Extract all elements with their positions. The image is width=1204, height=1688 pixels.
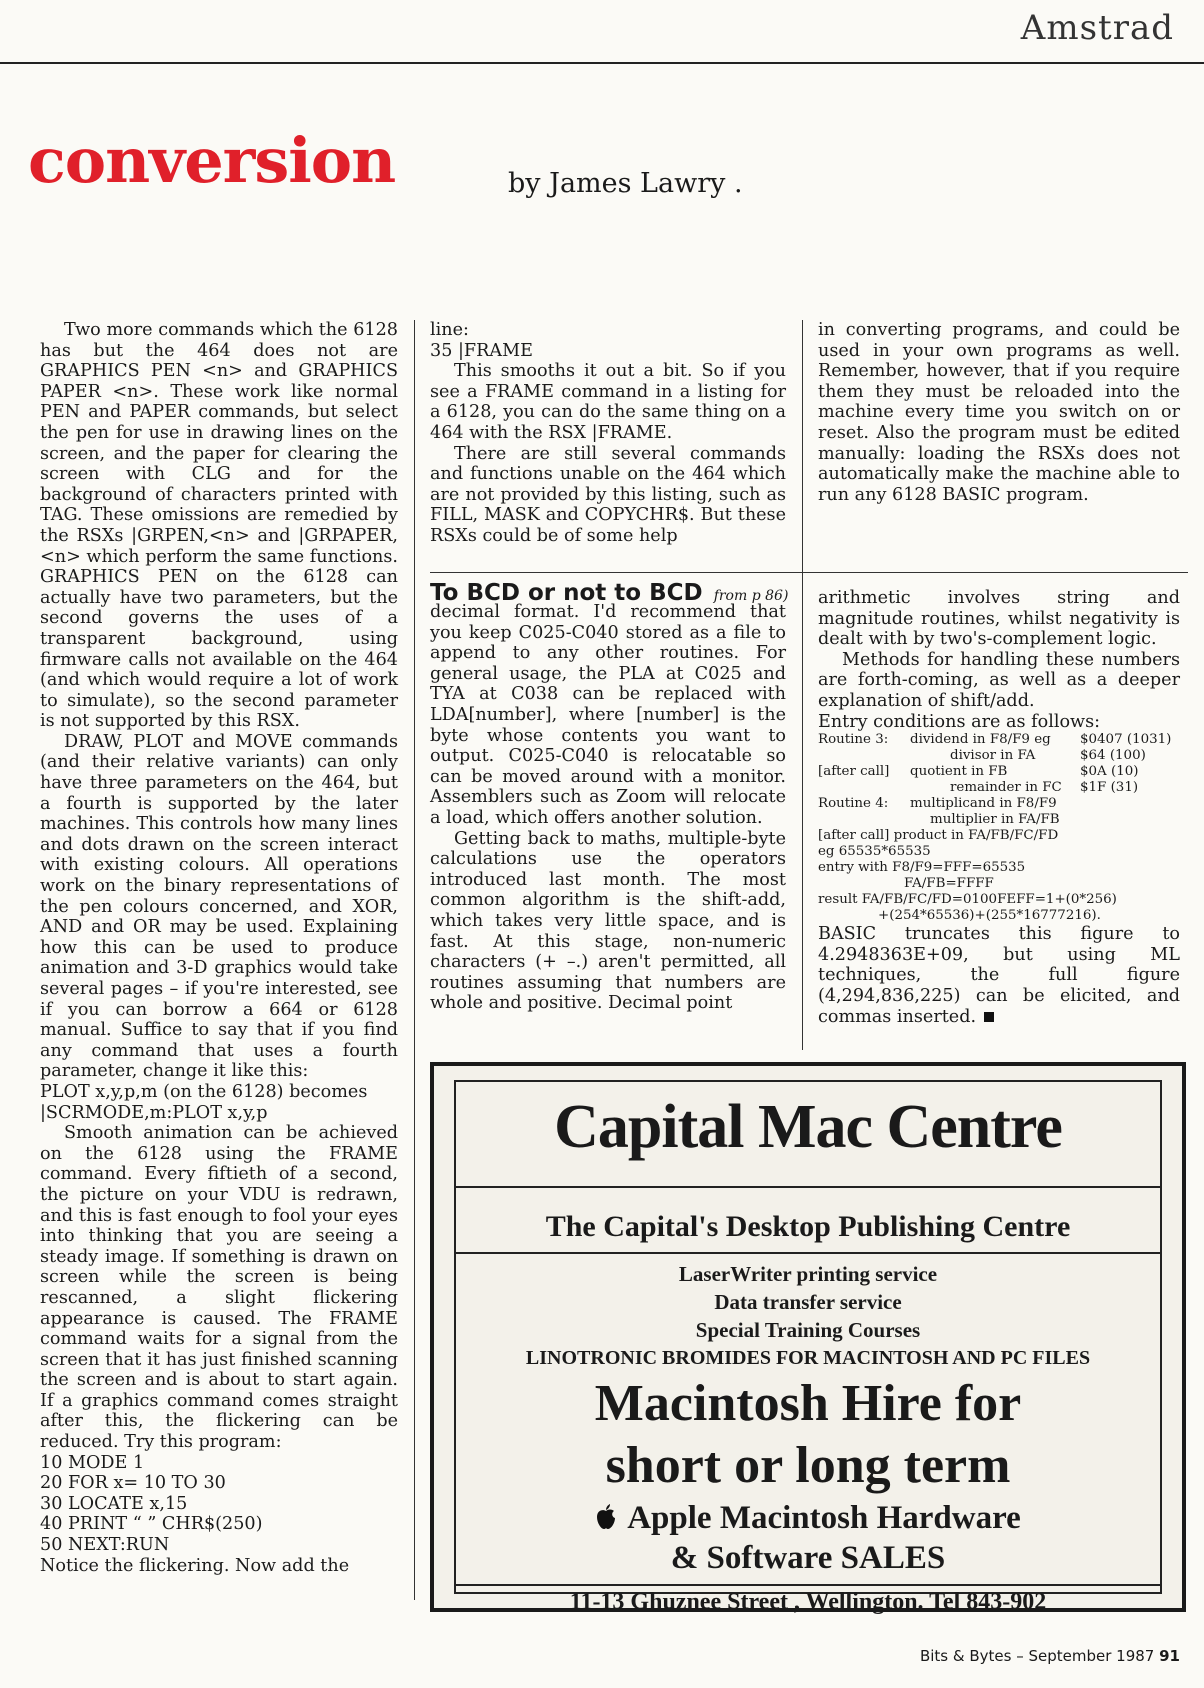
- paragraph: Entry conditions are as follows:: [818, 711, 1101, 732]
- top-rule: [0, 62, 1204, 64]
- table-cell: $64 (100): [1080, 748, 1146, 764]
- paragraph: Two more commands which the 6128 has but the 464 does not are GRAPHICS PEN <n> and GRAPHICS PAPER <n>. These work like normal PEN and PAPER commands, but select the pen for use in drawing lines on the screen, and the paper for clearing the screen with CLG and for the background of characters printed with TAG. These omissions are remedied by the RSXs |GRPEN,<n> and |GRPAPER,<n> which perform the same functions. GRAPHICS PEN on the 6128 can actually have two parameters, but the second governs the uses of a transparent background, using firmware calls not available on the 464 (and which would require a lot of work to simulate), so the second parameter is not supported by this RSX.: [40, 320, 398, 732]
- entry-line: result FA/FB/FC/FD=0100FEFF=1+(0*256): [818, 892, 1117, 908]
- article-column-1: [40, 320, 398, 1576]
- article-column-3: [818, 320, 1180, 505]
- table-cell: $0A (10): [1080, 764, 1139, 780]
- ad-service-line: LaserWriter printing service: [678, 1262, 938, 1286]
- table-row: [818, 796, 1180, 812]
- paragraph: Getting back to maths, multiple-byte calculations use the operators introduced last month. The most common algorithm is the shift-add, which takes very little space, and is fast. At this stage, non-numeric characters (+ –.) aren't permitted, all routines assuming that numbers are whole and positive. Decimal point: [430, 828, 786, 1014]
- table-row: [818, 748, 1180, 764]
- article-headline: conversion: [28, 124, 396, 197]
- table-row: [818, 812, 1180, 828]
- table-cell: [818, 780, 910, 796]
- table-cell: multiplicand in F8/F9: [910, 796, 1057, 812]
- column-rule-2: [802, 320, 803, 1050]
- table-cell: Routine 4:: [818, 796, 889, 812]
- apple-logo-icon: [595, 1504, 617, 1530]
- ad-service-line: Special Training Courses: [695, 1318, 921, 1342]
- table-cell: Routine 3:: [818, 732, 889, 748]
- bcd-continuation: from p 86): [713, 588, 789, 604]
- page-footer: [920, 1647, 1180, 1665]
- table-row: [818, 764, 1180, 780]
- ad-hardware-text: Apple Macintosh Hardware: [627, 1500, 1021, 1536]
- ad-hire-line: Macintosh Hire for: [594, 1375, 1022, 1432]
- section-rule: [430, 572, 1188, 573]
- ad-rule: [456, 1584, 1160, 1586]
- table-cell: dividend in F8/F9 eg: [910, 732, 1051, 748]
- paragraph: Smooth animation can be achieved on the 6128 using the FRAME command. Every fiftieth of a second, the picture on your VDU is redrawn, and this is fast enough to fool your eyes into thinking that you are seeing a steady image. If something is drawn on screen while the screen is being rescanned, a slight flickering appearance is caused. The FRAME command waits for a signal from the screen that it has just finished scanning the screen and is about to start again. If a graphics command comes straight after this, the flickering can be reduced. Try this program:: [40, 1123, 398, 1453]
- bcd-title: To BCD or not to BCD: [430, 580, 703, 606]
- entry-line: entry with F8/F9=FFF=65535: [818, 860, 1026, 876]
- section-brand: Amstrad: [1020, 8, 1174, 48]
- code-block: 35 |FRAME: [430, 340, 533, 361]
- table-cell: [818, 748, 910, 764]
- advertisement: [430, 1062, 1186, 1615]
- final-paragraph-text: BASIC truncates this figure to 4.2948363E+09, but using ML techniques, the full figure (4,294,836,225) can be elicited, and commas inserted.: [818, 924, 1180, 1027]
- article-byline: by James Lawry .: [508, 168, 743, 199]
- table-cell: remainder in FC: [950, 780, 1062, 796]
- end-mark-icon: [984, 1012, 994, 1022]
- paragraph: line:: [430, 320, 469, 340]
- column-rule-1: [414, 320, 415, 1600]
- paragraph: DRAW, PLOT and MOVE commands (and their relative variants) can only have three parameters on the 464, but a fourth is supported by the later machines. This controls how many lines and dots drawn on the screen interact with existing colours. All operations work on the binary representations of the pen colours concerned, and XOR, AND and OR may be used. Explaining how this can be used to produce animation and 3-D graphics would take several pages – if you're interested, see if you can borrow a 664 or 6128 manual. Suffice to say that if you find any command that uses a fourth parameter, change it like this:: [40, 731, 398, 1082]
- table-cell: $1F (31): [1080, 780, 1139, 796]
- ad-frame: [454, 1080, 1162, 1615]
- entry-line: +(254*65536)+(255*16777216).: [878, 908, 1101, 924]
- bcd-column-2: [818, 588, 1180, 1027]
- entry-conditions-table: [818, 732, 1180, 828]
- bcd-column-1: [430, 602, 786, 1014]
- code-listing: 10 MODE 1 20 FOR x= 10 TO 30 30 LOCATE x,15 40 PRINT “ ” CHR$(250) 50 NEXT:RUN: [40, 1452, 263, 1556]
- table-cell: quotient in FB: [910, 764, 1008, 780]
- ad-hire-line: short or long term: [605, 1437, 1011, 1494]
- code-block: PLOT x,y,p,m (on the 6128) becomes |SCRMODE,m:PLOT x,y,p: [40, 1081, 368, 1123]
- table-cell: [818, 812, 910, 828]
- table-cell: divisor in FA: [950, 748, 1036, 764]
- entry-line: [after call] product in FA/FB/FC/FD: [818, 828, 1059, 844]
- ad-rule: [456, 1252, 1160, 1254]
- paragraph: Methods for handling these numbers are forth-coming, as well as a deeper explanation of shift/add.: [818, 649, 1180, 711]
- ad-address: 11-13 Ghuznee Street , Wellington. Tel 843-902: [569, 1589, 1047, 1615]
- paragraph: [818, 924, 1180, 1027]
- entry-line: FA/FB=FFFF: [904, 876, 994, 892]
- page-number: 91: [1159, 1647, 1180, 1665]
- ad-subtitle: The Capital's Desktop Publishing Centre: [545, 1210, 1071, 1243]
- table-cell: [after call]: [818, 764, 890, 780]
- ad-rule: [456, 1186, 1160, 1188]
- ad-software-line: & Software SALES: [670, 1540, 946, 1576]
- paragraph: arithmetic involves string and magnitude routines, whilst negativity is dealt with by two's-complement logic.: [818, 588, 1180, 650]
- ad-hardware-line: [456, 1502, 1160, 1535]
- footer-publication: Bits & Bytes – September 1987: [919, 1647, 1155, 1665]
- paragraph: decimal format. I'd recommend that you keep C025-C040 stored as a file to append to any other routines. For general usage, the PLA at C025 and TYA at C038 can be replaced with LDA[number], where [number] is the byte whose contents you want to output. C025-C040 is relocatable so can be moved around with a monitor. Assemblers such as Zoom will relocate a load, which offers another solution.: [430, 602, 786, 828]
- article-column-2: [430, 320, 786, 547]
- table-row: [818, 732, 1180, 748]
- ad-service-line: LINOTRONIC BROMIDES FOR MACINTOSH AND PC FILES: [525, 1347, 1091, 1369]
- table-cell: $0407 (1031): [1080, 732, 1172, 748]
- paragraph: in converting programs, and could be used in your own programs as well. Remember, however, that if you require them they must be reloaded into the machine every time you switch on or reset. Also the program must be edited manually: loading the RSXs does not automatically make the machine able to run any 6128 BASIC program.: [818, 320, 1180, 505]
- paragraph: Notice the flickering. Now add the: [40, 1555, 350, 1576]
- paragraph: This smooths it out a bit. So if you see a FRAME command in a listing for a 6128, you can do the same thing on a 464 with the RSX |FRAME.: [430, 361, 786, 443]
- paragraph: There are still several commands and functions unable on the 464 which are not provided by this listing, such as FILL, MASK and COPYCHR$. But these RSXs could be of some help: [430, 443, 786, 546]
- table-row: [818, 780, 1180, 796]
- table-cell: multiplier in FA/FB: [930, 812, 1060, 828]
- ad-title: Capital Mac Centre: [554, 1093, 1062, 1161]
- entry-line: eg 65535*65535: [818, 844, 931, 860]
- ad-service-line: Data transfer service: [714, 1290, 902, 1314]
